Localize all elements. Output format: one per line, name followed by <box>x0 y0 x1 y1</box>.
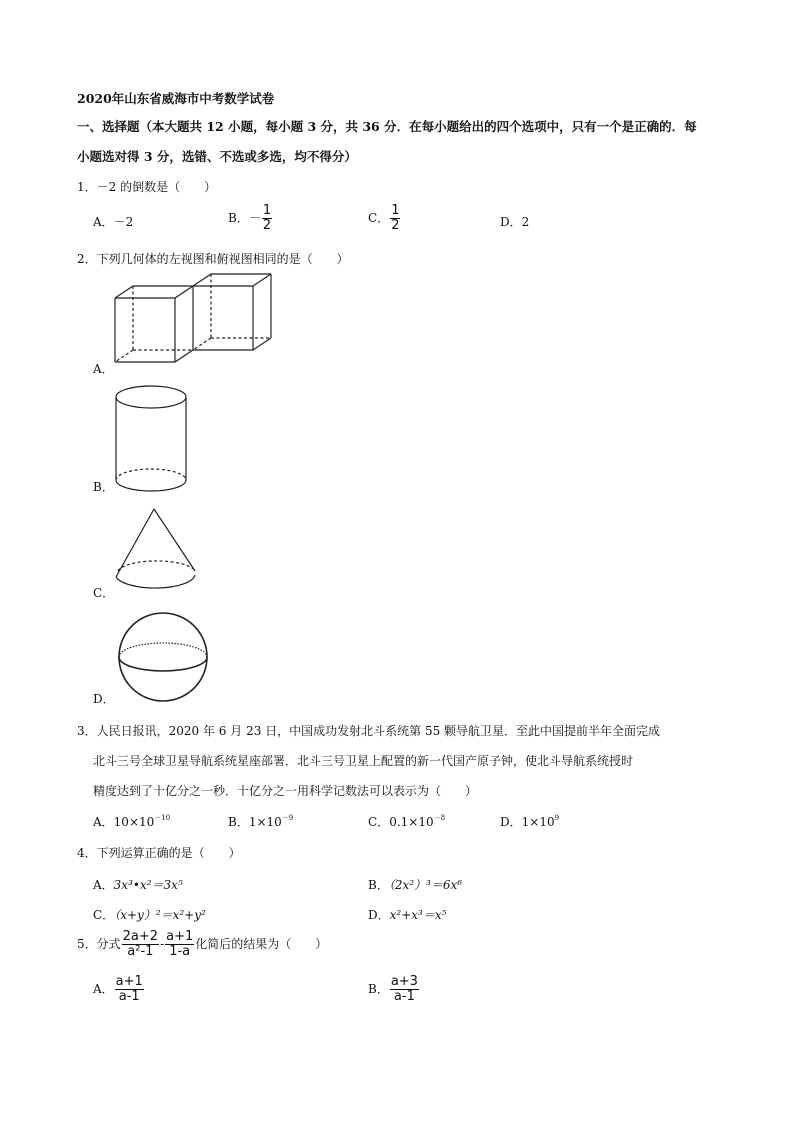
sphere-figure <box>118 612 210 704</box>
section-heading-line1: 一、选择题（本大题共 12 小题，每小题 3 分，共 36 分．在每小题给出的四个选项中，只有一个是正确的．每 <box>77 119 697 134</box>
q2-option-c-label: C． <box>93 586 115 600</box>
q4-option-c: C．（x+y）²＝x²+y² <box>93 908 206 922</box>
cone-figure <box>116 509 198 599</box>
fraction: $\frac{a+3}{a-1}$ <box>390 974 418 1004</box>
q5-option-b: B． $\frac{a+3}{a-1}$ <box>368 974 418 1004</box>
q2-option-a-label: A． <box>93 362 114 376</box>
question-1 <box>77 178 216 195</box>
document-title: 2020年山东省威海市中考数学试卷 <box>77 91 275 106</box>
q3-option-d: D．$1\times 10^9$ <box>500 814 560 829</box>
q5-option-a: A． $\frac{a+1}{a-1}$ <box>93 974 143 1004</box>
q4-option-b: B．（2x²）³＝6x⁶ <box>368 878 463 892</box>
q2-option-b-label: B． <box>93 480 114 494</box>
question-3-line2: 北斗三号全球卫星导航系统星座部署．北斗三号卫星上配置的新一代国产原子钟，使北斗导航系统授时 <box>93 754 634 768</box>
q1-option-c: C． $\frac{1}{2}$ <box>368 203 400 233</box>
question-2: 2．下列几何体的左视图和俯视图相同的是（ ） <box>77 252 349 266</box>
q4-option-a: A．3x³•x²＝3x⁵ <box>93 878 183 892</box>
question-number: 1． <box>77 180 97 194</box>
question-3: 3．人民日报讯，2020 年 6 月 23 日，中国成功发射北斗系统第 55 颗导航卫星．至此中国提前半年全面完成 <box>77 724 661 738</box>
q3-option-c: C．$0.1\times 10^{-8}$ <box>368 814 446 829</box>
q4-option-d: D．x²+x³＝x⁵ <box>368 908 447 922</box>
two-cubes-figure <box>115 276 280 371</box>
cylinder-figure <box>116 385 190 495</box>
q1-option-d: D．2 <box>500 215 530 229</box>
question-stem: －2 的倒数是（ ） <box>96 180 217 194</box>
fraction: $\frac{a+1}{a-1}$ <box>115 974 143 1004</box>
fraction: $\frac{a+1}{1-a}$ <box>166 929 194 959</box>
question-5: 5．分式 $\frac{2a+2}{\text{a²-1}}$ - $\frac{a+1}{1-a}$ 化简后的结果为（ ） <box>77 929 328 959</box>
section-heading-line2: 小题选对得 3 分，选错、不选或多选，均不得分） <box>77 149 357 164</box>
question-3-line3: 精度达到了十亿分之一秒．十亿分之一用科学记数法可以表示为（ ） <box>93 784 478 798</box>
q1-option-b: B．－ $\frac{1}{2}$ <box>228 203 272 233</box>
q3-option-a: A．$10\times 10^{-10}$ <box>93 814 171 829</box>
fraction: $\frac{1}{2}$ <box>391 203 400 233</box>
q3-option-b: B．$1\times 10^{-9}$ <box>228 814 294 829</box>
q2-option-d-label: D． <box>93 692 115 706</box>
question-4: 4．下列运算正确的是（ ） <box>77 846 241 860</box>
fraction: $\frac{2a+2}{\text{a²-1}}$ <box>122 929 159 959</box>
q1-option-a: A．－2 <box>93 215 134 229</box>
fraction: $\frac{1}{2}$ <box>262 203 272 233</box>
